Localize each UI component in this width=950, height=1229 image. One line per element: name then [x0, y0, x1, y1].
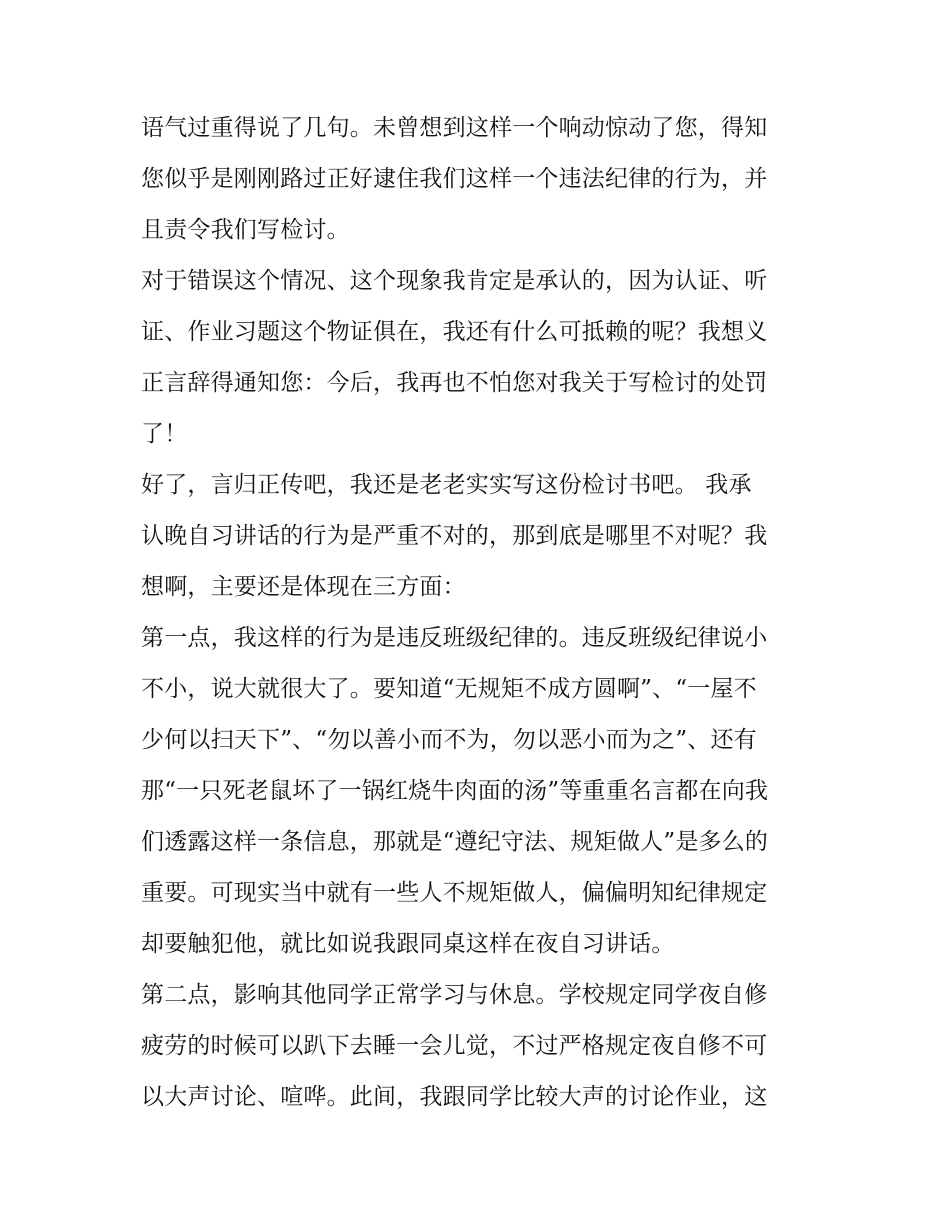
text-line: 对于错误这个情况、这个现象我肯定是承认的，因为认证、听 [141, 268, 768, 294]
text-line: 少何以扫天下”、“勿以善小而不为，勿以恶小而为之”、还有 [141, 727, 757, 753]
text-line: 以大声讨论、喧哗。此间，我跟同学比较大声的讨论作业，这 [141, 1084, 768, 1110]
text-line: 却要触犯他，就比如说我跟同桌这样在夜自习讲话。 [141, 931, 675, 957]
paragraph-4 [141, 613, 813, 970]
text-line: 疲劳的时候可以趴下去睡一会儿觉，不过严格规定夜自修不可 [141, 1033, 768, 1059]
text-line: 想啊，主要还是体现在三方面： [141, 574, 466, 600]
text-line: 那“一只死老鼠坏了一锅红烧牛肉面的汤”等重重名言都在向我 [141, 778, 769, 804]
paragraph-1 [141, 103, 813, 256]
text-line: 们透露这样一条信息，那就是“遵纪守法、规矩做人”是多么的 [141, 829, 769, 855]
text-line: 第一点，我这样的行为是违反班级纪律的。违反班级纪律说小 [141, 625, 768, 651]
paragraph-5 [141, 970, 813, 1123]
text-line: 语气过重得说了几句。未曾想到这样一个响动惊动了您，得知 [141, 115, 768, 141]
text-line: 正言辞得通知您：今后，我再也不怕您对我关于写检讨的处罚 [141, 370, 768, 396]
paragraph-3 [141, 460, 813, 613]
paragraph-2 [141, 256, 813, 460]
text-line: 第二点，影响其他同学正常学习与休息。学校规定同学夜自修 [141, 982, 768, 1008]
text-line: 不小，说大就很大了。要知道“无规矩不成方圆啊”、“一屋不 [141, 676, 757, 702]
document-body [141, 103, 813, 1123]
text-line: 重要。可现实当中就有一些人不规矩做人，偏偏明知纪律规定 [141, 880, 768, 906]
text-line: 您似乎是刚刚路过正好逮住我们这样一个违法纪律的行为，并 [141, 166, 768, 192]
text-line: 了！ [141, 421, 188, 447]
text-line: 证、作业习题这个物证俱在，我还有什么可抵赖的呢？我想义 [141, 319, 768, 345]
text-line: 好了，言归正传吧，我还是老老实实写这份检讨书吧。 我承 [141, 472, 752, 498]
text-line: 且责令我们写检讨。 [141, 217, 350, 243]
text-line: 认晚自习讲话的行为是严重不对的，那到底是哪里不对呢？我 [141, 523, 768, 549]
